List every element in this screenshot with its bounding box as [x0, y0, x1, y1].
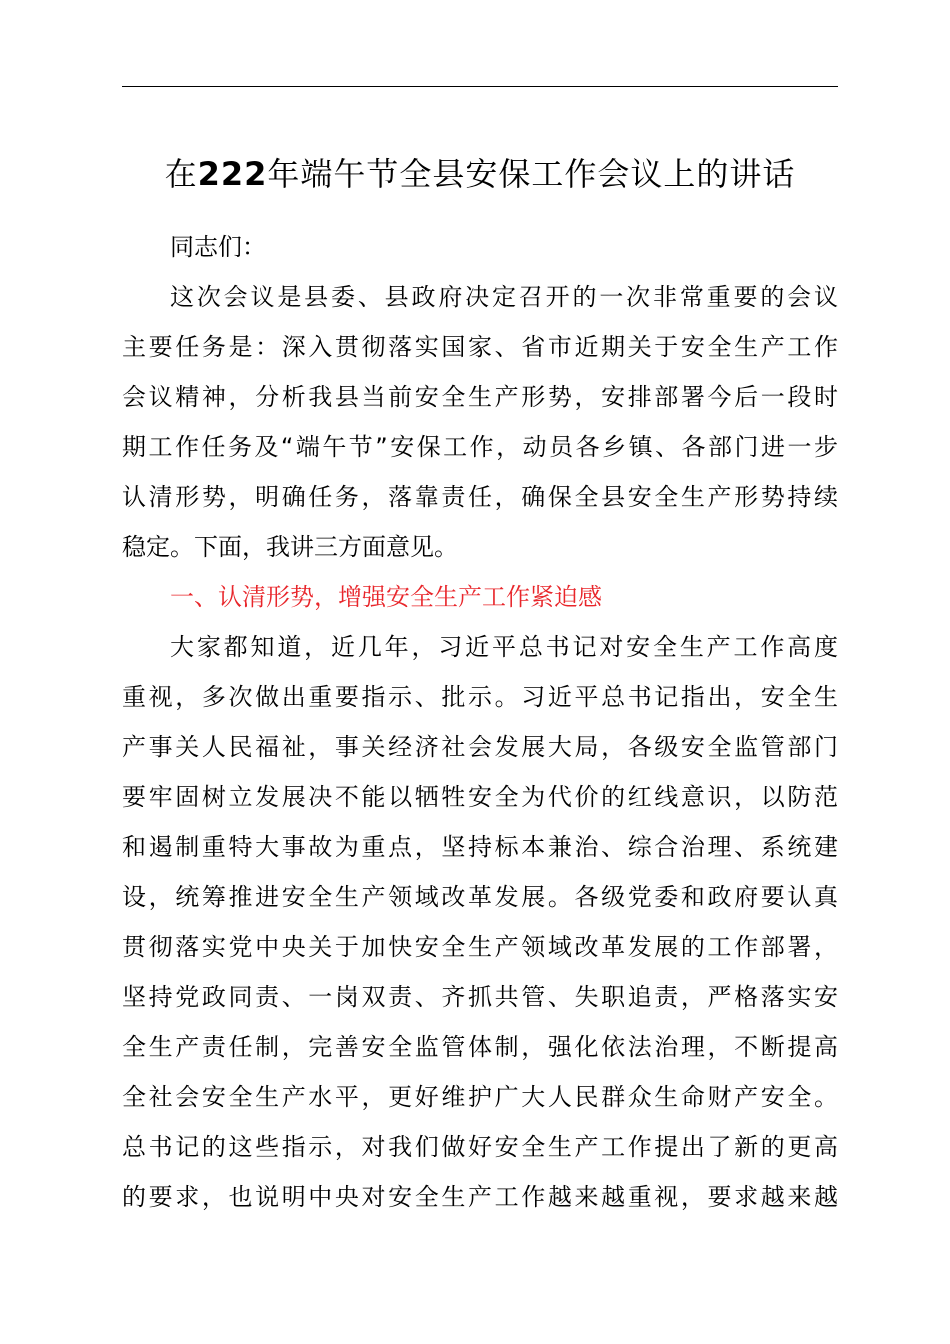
salutation: 同志们： [170, 233, 266, 261]
paragraph-line: 贯彻落实党中央关于加快安全生产领域改革发展的工作部署， [122, 933, 838, 961]
title-suffix: 年端午节全县安保工作会议上的讲话 [267, 155, 796, 193]
paragraph-line: 会议精神，分析我县当前安全生产形势，安排部署今后一段时 [122, 383, 838, 411]
paragraph-line: 全社会安全生产水平，更好维护广大人民群众生命财产安全。 [122, 1083, 838, 1111]
paragraph-line: 重视，多次做出重要指示、批示。习近平总书记指出，安全生 [122, 683, 838, 711]
paragraph-line: 要牢固树立发展决不能以牺牲安全为代价的红线意识，以防范 [122, 783, 838, 811]
paragraph-line: 全生产责任制，完善安全监管体制，强化依法治理，不断提高 [122, 1033, 838, 1061]
paragraph-line: 大家都知道，近几年，习近平总书记对安全生产工作高度 [170, 633, 838, 661]
paragraph-line: 和遏制重特大事故为重点，坚持标本兼治、综合治理、系统建 [122, 833, 838, 861]
document-title [122, 148, 838, 200]
paragraph-line: 期工作任务及“端午节”安保工作，动员各乡镇、各部门进一步 [122, 433, 838, 461]
paragraph-line: 稳定。下面，我讲三方面意见。 [122, 533, 458, 561]
paragraph-line: 这次会议是县委、县政府决定召开的一次非常重要的会议 [170, 283, 838, 311]
paragraph-line: 产事关人民福祉，事关经济社会发展大局，各级安全监管部门 [122, 733, 838, 761]
title-number: 222 [197, 155, 268, 193]
paragraph-line: 主要任务是：深入贯彻落实国家、省市近期关于安全生产工作 [122, 333, 838, 361]
title-prefix: 在 [164, 155, 198, 193]
paragraph-line: 总书记的这些指示，对我们做好安全生产工作提出了新的更高 [122, 1133, 838, 1161]
paragraph-line: 坚持党政同责、一岗双责、齐抓共管、失职追责，严格落实安 [122, 983, 838, 1011]
paragraph-line: 设，统筹推进安全生产领域改革发展。各级党委和政府要认真 [122, 883, 838, 911]
header-rule [122, 86, 838, 87]
section-heading: 一、认清形势，增强安全生产工作紧迫感 [170, 583, 602, 611]
paragraph-line: 的要求，也说明中央对安全生产工作越来越重视，要求越来越 [122, 1183, 838, 1211]
paragraph-line: 认清形势，明确任务，落靠责任，确保全县安全生产形势持续 [122, 483, 838, 511]
